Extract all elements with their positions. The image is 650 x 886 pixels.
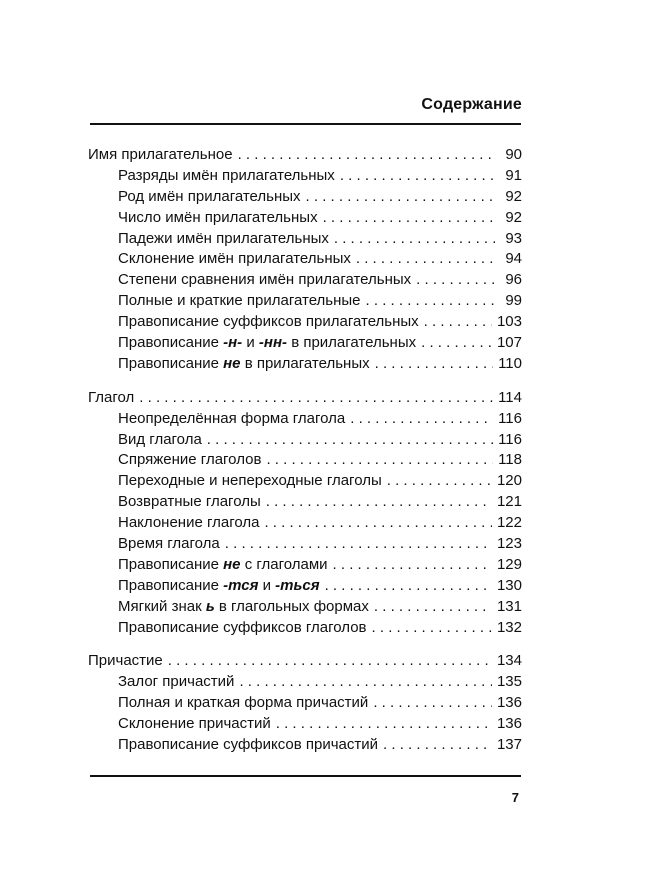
toc-page-number: 92: [505, 187, 522, 205]
toc-page-number: 110: [498, 354, 522, 372]
header-divider: [90, 123, 521, 125]
toc-entry: [88, 430, 522, 451]
toc-entry: [88, 333, 522, 354]
entry-text: Правописание суффиксов причастий: [118, 736, 379, 754]
toc-entry: [88, 492, 522, 513]
entry-text: Залог причастий: [118, 673, 235, 691]
dot-leader: [238, 145, 495, 166]
entry-text: в глагольных формах: [214, 597, 369, 615]
dot-leader: [266, 450, 493, 471]
toc-section-title: Причастие: [88, 652, 163, 670]
toc-entry: [88, 597, 522, 618]
toc-section-heading: [88, 145, 522, 166]
entry-text: Разряды имён прилагательных: [118, 166, 335, 184]
toc-page-number: 93: [505, 229, 522, 247]
highlighted-term: -нн-: [258, 334, 288, 352]
dot-leader: [168, 651, 492, 672]
entry-text: Вид глагола: [118, 430, 202, 448]
toc-section: [88, 651, 522, 755]
toc-entry: [88, 693, 522, 714]
entry-text: в прилагательных: [240, 354, 370, 372]
toc-entry-title: [118, 618, 367, 639]
toc-entry-title: [118, 714, 271, 735]
entry-text: Правописание: [118, 334, 224, 352]
toc-page-number: 96: [505, 271, 522, 289]
toc-entry: [88, 471, 522, 492]
toc-entry-title: [118, 249, 351, 270]
highlighted-term: -тся: [223, 576, 259, 594]
toc-page-number: 131: [496, 597, 522, 615]
entry-text: Число имён прилагательных: [118, 208, 318, 226]
highlighted-term: не: [223, 555, 241, 573]
highlighted-term: ь: [205, 597, 215, 615]
toc-page-number: 130: [496, 576, 522, 594]
dot-leader: [366, 291, 495, 312]
dot-leader: [334, 229, 495, 250]
toc-entry-title: [118, 187, 301, 208]
toc-entry-title: [118, 576, 320, 597]
header-title: Содержание: [421, 96, 522, 113]
toc-entry: [88, 312, 522, 333]
dot-leader: [383, 735, 492, 756]
toc-entry-title: [118, 409, 345, 430]
toc-entry-title: [118, 430, 202, 451]
entry-text: Спряжение глаголов: [118, 451, 262, 469]
toc-section-title: Имя прилагательное: [88, 146, 233, 163]
dot-leader: [424, 312, 492, 333]
dot-leader: [372, 618, 492, 639]
dot-leader: [421, 333, 492, 354]
dot-leader: [374, 597, 492, 618]
toc-section: [88, 388, 522, 639]
toc-entry: [88, 166, 522, 187]
table-of-contents: [88, 145, 522, 756]
toc-entry: [88, 450, 522, 471]
toc-entry: [88, 555, 522, 576]
toc-entry-title: [118, 672, 234, 693]
dot-leader: [325, 576, 492, 597]
toc-page-number: 135: [496, 673, 522, 691]
dot-leader: [333, 555, 492, 576]
toc-entry-title: [118, 333, 416, 354]
dot-leader: [387, 471, 492, 492]
toc-entry-title: [118, 291, 361, 312]
toc-page-number: 116: [498, 409, 522, 427]
toc-page-number: 103: [496, 313, 522, 331]
highlighted-term: -ться: [275, 576, 320, 594]
toc-page-number: 134: [496, 652, 522, 670]
toc-entry-title: [118, 229, 329, 250]
toc-entry-title: [118, 492, 261, 513]
toc-page-number: 114: [498, 388, 522, 406]
dot-leader: [323, 208, 495, 229]
toc-entry-title: [118, 513, 259, 534]
dot-leader: [276, 714, 492, 735]
entry-text: Неопределённая форма глагола: [118, 409, 346, 427]
toc-page-number: 121: [496, 493, 522, 511]
dot-leader: [416, 270, 495, 291]
toc-page-number: 118: [498, 451, 522, 469]
entry-text: Правописание суффиксов прилагательных: [118, 313, 419, 331]
toc-entry: [88, 618, 522, 639]
entry-text: и: [258, 576, 276, 594]
toc-page-number: 132: [496, 618, 522, 636]
toc-entry-title: [118, 450, 261, 471]
page-number: 7: [511, 790, 519, 805]
entry-text: Правописание суффиксов глаголов: [118, 618, 367, 636]
toc-entry: [88, 735, 522, 756]
toc-page-number: 136: [496, 715, 522, 733]
entry-text: Род имён прилагательных: [118, 187, 301, 205]
toc-page-number: 99: [505, 292, 522, 310]
toc-page-number: 123: [496, 535, 522, 553]
dot-leader: [225, 534, 492, 555]
toc-entry: [88, 534, 522, 555]
entry-text: Склонение причастий: [118, 715, 271, 733]
dot-leader: [356, 249, 495, 270]
dot-leader: [375, 354, 493, 375]
toc-entry: [88, 187, 522, 208]
entry-text: в прилагательных: [287, 334, 417, 352]
toc-page-number: 107: [496, 334, 522, 352]
toc-entry: [88, 208, 522, 229]
entry-text: Полная и краткая форма причастий: [118, 694, 369, 712]
toc-entry: [88, 513, 522, 534]
entry-text: Переходные и непереходные глаголы: [118, 472, 382, 490]
dot-leader: [139, 388, 493, 409]
entry-text: Полные и краткие прилагательные: [118, 292, 361, 310]
toc-section-heading: [88, 651, 522, 672]
dot-leader: [207, 430, 493, 451]
toc-section-heading: [88, 388, 522, 409]
toc-entry: [88, 354, 522, 375]
toc-page-number: 120: [496, 472, 522, 490]
toc-entry: [88, 576, 522, 597]
toc-page-number: 136: [496, 694, 522, 712]
toc-section-title: Глагол: [88, 388, 135, 406]
dot-leader: [340, 166, 495, 187]
toc-page-number: 129: [496, 555, 522, 573]
toc-page-number: 122: [496, 514, 522, 532]
entry-text: и: [242, 334, 259, 352]
toc-entry-title: [118, 166, 335, 187]
toc-section: [88, 145, 522, 375]
toc-entry-title: [118, 555, 328, 576]
entry-text: Время глагола: [118, 535, 220, 553]
toc-entry-title: [118, 208, 318, 229]
toc-entry: [88, 249, 522, 270]
footer-divider: [90, 775, 521, 777]
dot-leader: [264, 513, 492, 534]
dot-leader: [239, 672, 492, 693]
toc-entry: [88, 672, 522, 693]
entry-text: Склонение имён прилагательных: [118, 250, 351, 268]
toc-entry-title: [118, 693, 368, 714]
toc-entry: [88, 714, 522, 735]
entry-text: Правописание: [118, 555, 224, 573]
toc-page-number: 116: [498, 430, 522, 448]
highlighted-term: не: [223, 354, 241, 372]
toc-entry-title: [118, 597, 369, 618]
dot-leader: [306, 187, 495, 208]
toc-entry-title: [118, 534, 220, 555]
toc-page-number: 91: [505, 166, 522, 184]
toc-entry: [88, 409, 522, 430]
toc-page-number: 90: [505, 146, 522, 163]
entry-text: Правописание: [118, 354, 224, 372]
toc-page-number: 94: [505, 250, 522, 268]
entry-text: с глаголами: [240, 555, 328, 573]
dot-leader: [350, 409, 493, 430]
highlighted-term: -н-: [223, 334, 243, 352]
toc-entry-title: [118, 354, 370, 375]
entry-text: Падежи имён прилагательных: [118, 229, 329, 247]
entry-text: Правописание: [118, 576, 224, 594]
entry-text: Степени сравнения имён прилагательных: [118, 271, 412, 289]
dot-leader: [266, 492, 492, 513]
toc-entry: [88, 229, 522, 250]
toc-entry-title: [118, 312, 419, 333]
toc-entry-title: [118, 471, 382, 492]
toc-entry: [88, 291, 522, 312]
toc-page-number: 92: [505, 208, 522, 226]
toc-entry-title: [118, 735, 378, 756]
entry-text: Наклонение глагола: [118, 514, 260, 532]
dot-leader: [373, 693, 492, 714]
toc-entry: [88, 270, 522, 291]
toc-page-number: 137: [496, 736, 522, 754]
entry-text: Возвратные глаголы: [118, 493, 261, 511]
entry-text: Мягкий знак: [118, 597, 206, 615]
toc-entry-title: [118, 270, 411, 291]
